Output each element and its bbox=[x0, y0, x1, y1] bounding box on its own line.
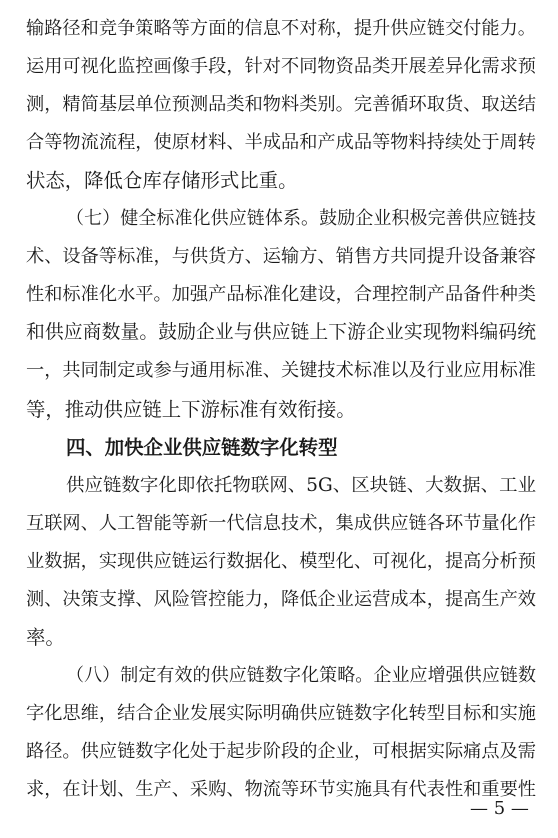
text-line-21: 求，在计划、生产、采购、物流等环节实施具有代表性和重要性 bbox=[26, 779, 536, 800]
text-line-7: 术、设备等标准，与供货方、运输方、销售方共同提升设备兼容 bbox=[26, 246, 536, 267]
paragraph-7-first-line: （七）健全标准化供应链体系。鼓励企业积极完善供应链技 bbox=[66, 208, 536, 229]
text-line-8: 性和标准化水平。加强产品标准化建设，合理控制产品备件种类 bbox=[26, 284, 536, 305]
paragraph-8-first-line: （八）制定有效的供应链数字化策略。企业应增强供应链数 bbox=[66, 665, 536, 686]
text-line-16: 测、决策支撑、风险管控能力，降低企业运营成本，提高生产效 bbox=[26, 589, 536, 610]
text-line-4: 合等物流流程，使原材料、半成品和产成品等物料持续处于周转 bbox=[26, 132, 536, 153]
page-number: — 5 — bbox=[470, 798, 529, 819]
text-line-5: 状态，降低仓库存储形式比重。 bbox=[26, 169, 298, 192]
section-heading: 四、加快企业供应链数字化转型 bbox=[66, 436, 338, 459]
paragraph-digital-first-line: 供应链数字化即依托物联网、5G、区块链、大数据、工业 bbox=[66, 475, 536, 496]
text-line-10: 一，共同制定或参与通用标准、关键技术标准以及行业应用标准 bbox=[26, 360, 536, 381]
text-line-9: 和供应商数量。鼓励企业与供应链上下游企业实现物料编码统 bbox=[26, 322, 536, 343]
text-line-17: 率。 bbox=[26, 626, 65, 649]
text-line-2: 运用可视化监控画像手段，针对不同物资品类开展差异化需求预 bbox=[26, 56, 536, 77]
text-line-20: 路径。供应链数字化处于起步阶段的企业，可根据实际痛点及需 bbox=[26, 741, 536, 762]
text-line-1: 输路径和竞争策略等方面的信息不对称，提升供应链交付能力。 bbox=[26, 18, 536, 39]
text-line-15: 业数据，实现供应链运行数据化、模型化、可视化，提高分析预 bbox=[26, 551, 536, 572]
text-line-3: 测，精简基层单位预测品类和物料类别。完善循环取货、取送结 bbox=[26, 94, 536, 115]
text-line-11: 等，推动供应链上下游标准有效衔接。 bbox=[26, 398, 356, 421]
text-line-14: 互联网、人工智能等新一代信息技术，集成供应链各环节量化作 bbox=[26, 513, 536, 534]
text-line-19: 字化思维，结合企业发展实际明确供应链数字化转型目标和实施 bbox=[26, 703, 536, 724]
